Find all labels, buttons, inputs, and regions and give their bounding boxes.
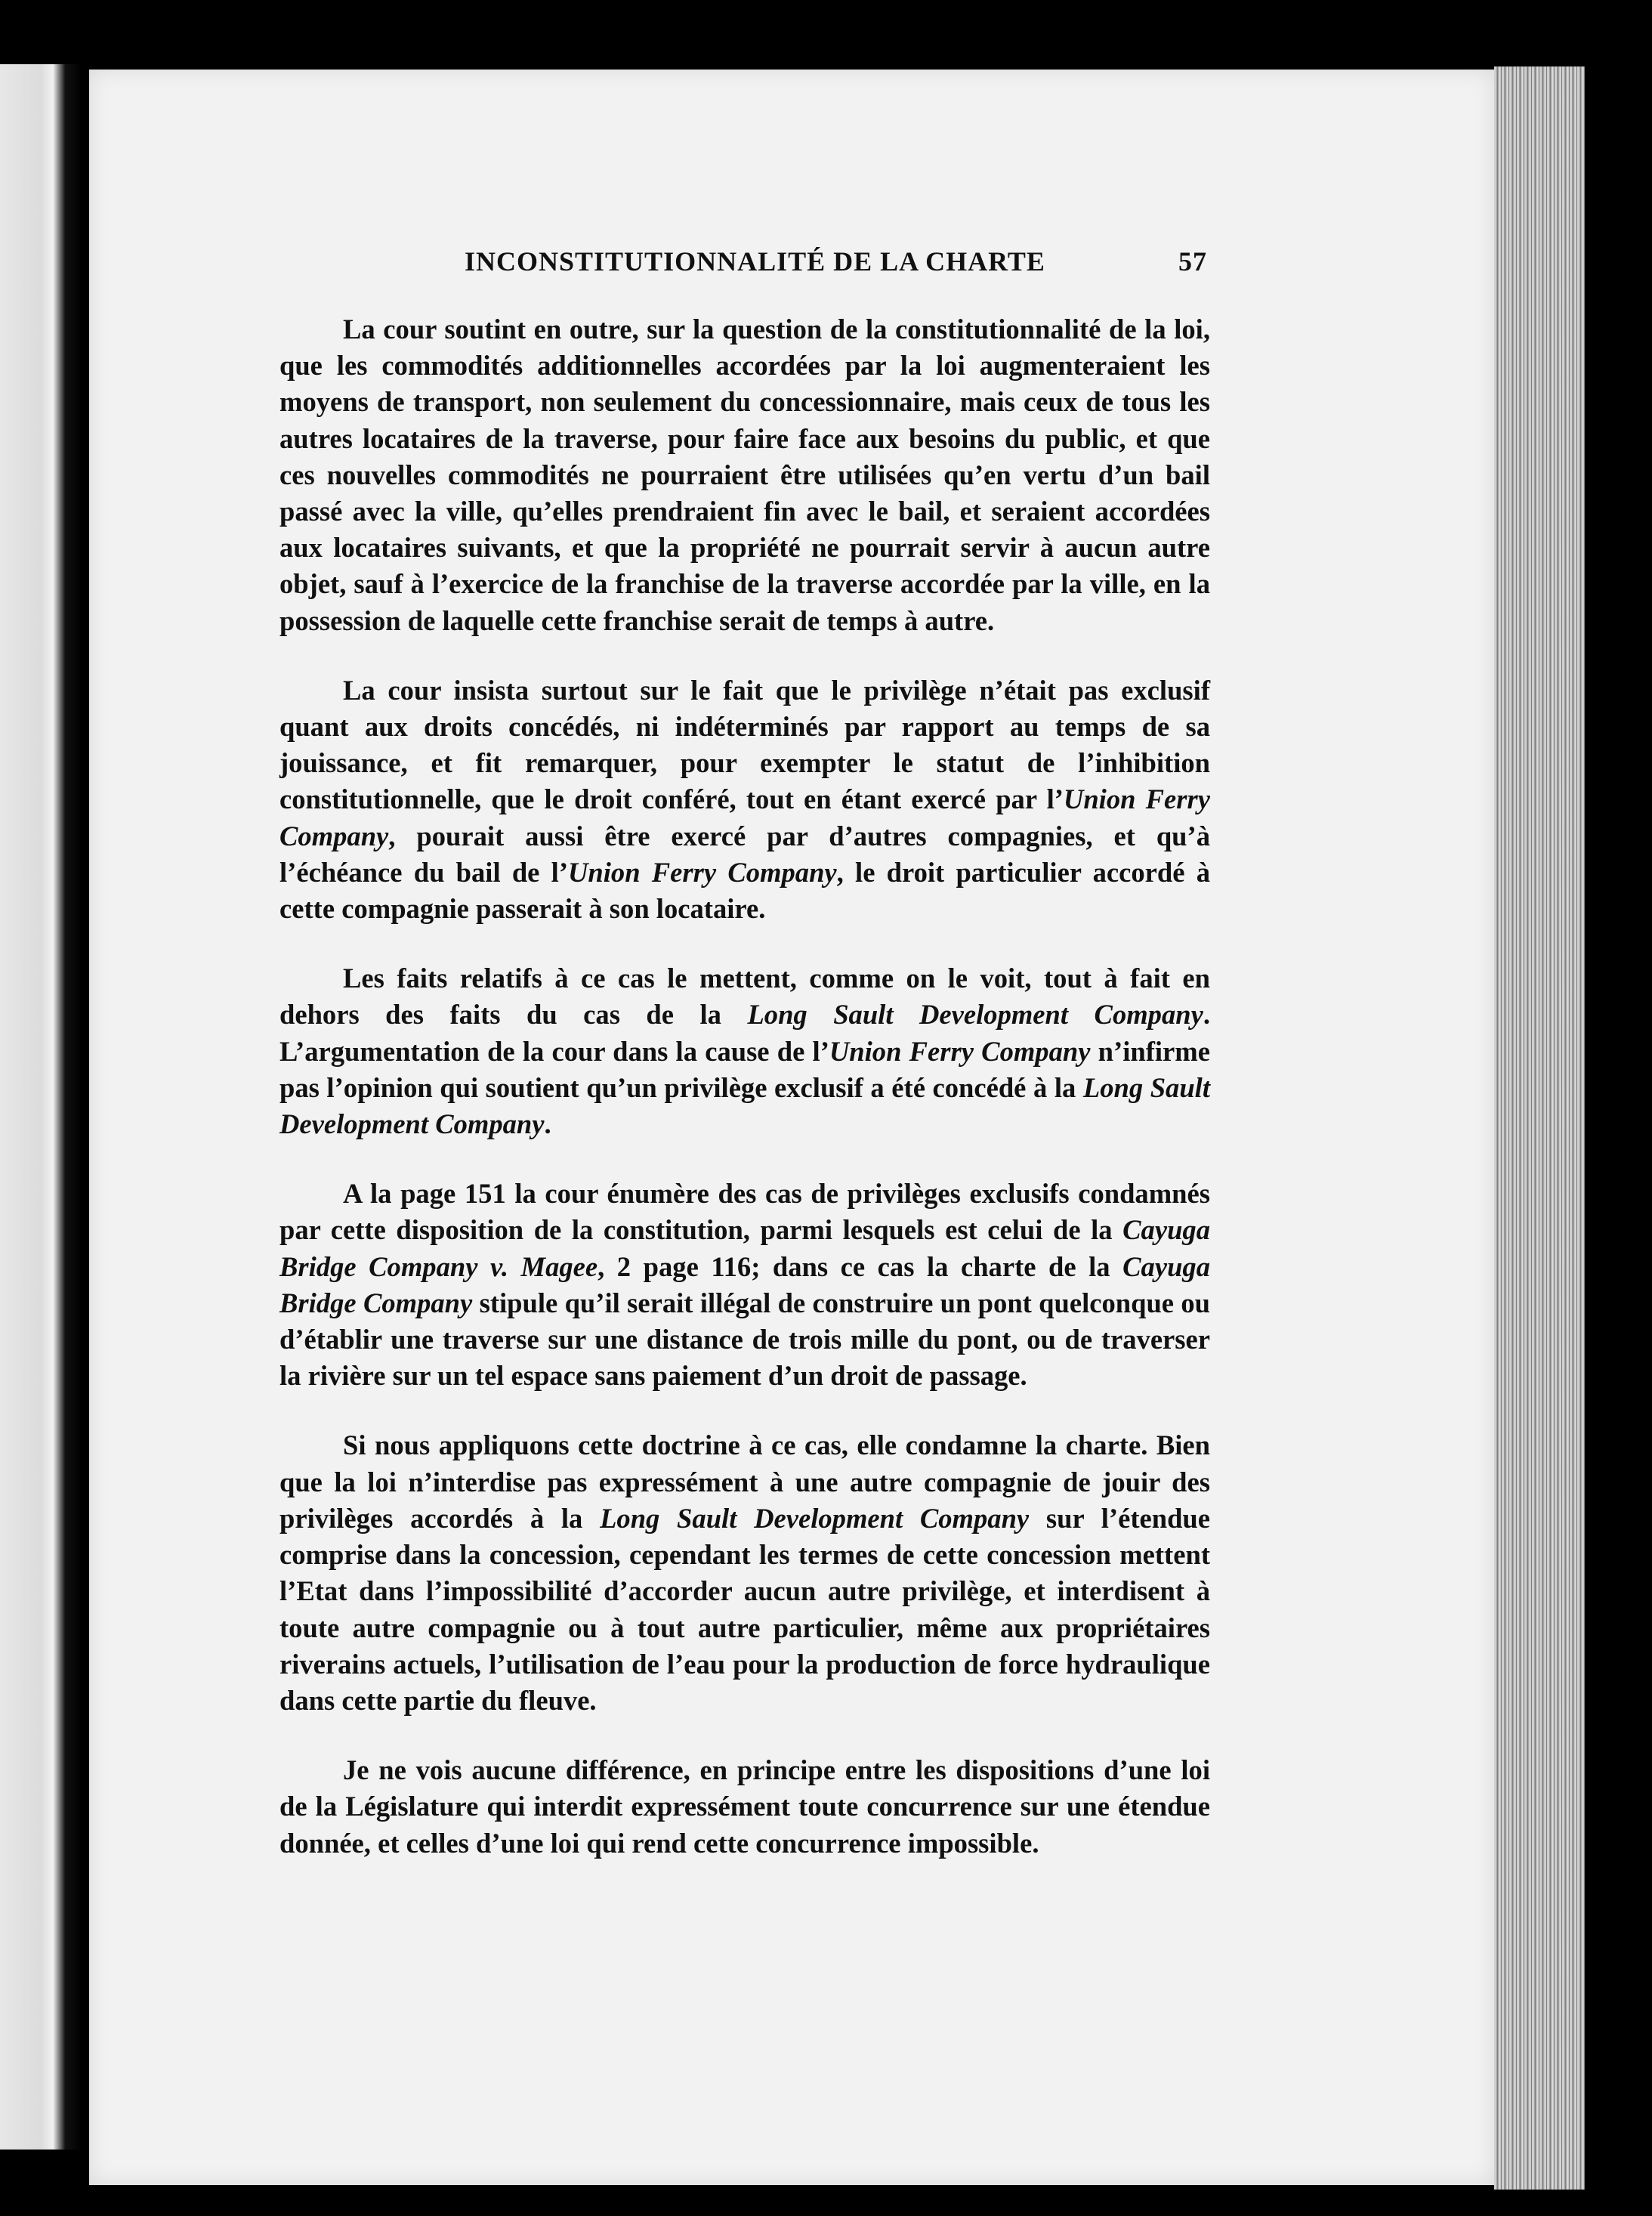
paragraph-text: n’infirme pas l’opinion qui soutient qu’un privilège exclusif a été concédé à la bbox=[279, 1035, 1210, 1103]
paragraph-text: La cour soutint en outre, sur la question de la constitutionnalité de la loi, que les commodités additionnelles accordées par la loi augmenteraient les moyens de transport, non seulement du concessionnaire, mais ceux de tous les autres locataires de la traverse, pour faire face aux besoins du public, et que ces nouvelles commodités ne pourraient être utilisées qu’en vertu d’un bail passé avec la ville, qu’elles prendraient fin avec le bail, et seraient accordées aux locataires suivants, et que la propriété ne pourrait servir à aucun autre objet, sauf à l’exercice de la franchise de la traverse accordée par la ville, en la possession de laquelle cette franchise serait de temps à autre. bbox=[279, 314, 1210, 636]
paragraph-text: sur l’étendue comprise dans la concession, cependant les termes de cette concession mettent l’Etat dans l’impossibilité d’accorder aucun autre privilège, et interdisent à toute autre compagnie ou à tout autre particulier, même aux propriétaires riverains actuels, l’utilisation de l’eau pour la production de force hydraulique dans cette partie du fleuve. bbox=[279, 1502, 1211, 1716]
italic-company-name: Cayuga Bridge Company bbox=[279, 1250, 1210, 1318]
body-text bbox=[279, 311, 1210, 1895]
paragraph-text: La cour insista surtout sur le fait que le privilège n’était pas exclusif quant aux droits concédés, ni indéterminés par rapport au temps de sa jouissance, et fit remarquer, pour exempter le statut de l’inhibition constitutionnelle, que le droit conféré, tout en étant exercé par l’ bbox=[279, 674, 1210, 815]
paragraph bbox=[279, 311, 1210, 639]
left-page-edge bbox=[0, 64, 82, 2150]
paragraph bbox=[279, 1752, 1210, 1862]
paragraph bbox=[279, 1427, 1210, 1719]
italic-company-name: Union Ferry Company bbox=[829, 1035, 1091, 1067]
paragraph-text: A la page 151 la cour énumère des cas de privilèges exclusifs condamnés par cette disposition de la constitution, parmi lesquels est celui de la bbox=[279, 1178, 1210, 1246]
paragraph-text: . bbox=[544, 1108, 551, 1140]
italic-company-name: Long Sault Development Company bbox=[279, 1071, 1210, 1140]
paragraph bbox=[279, 672, 1210, 927]
running-title: INCONSTITUTIONNALITÉ DE LA CHARTE bbox=[465, 246, 1045, 277]
italic-company-name: Long Sault Development Company bbox=[600, 1502, 1030, 1534]
paragraph bbox=[279, 960, 1210, 1142]
paragraph-text: Je ne vois aucune différence, en principe entre les dispositions d’une loi de la Législature qui interdit expressément toute concurrence sur une étendue donnée, et celles d’une loi qui rend cette concurrence impossible. bbox=[279, 1754, 1210, 1859]
page-stack-edge bbox=[1494, 66, 1585, 2190]
page-number: 57 bbox=[1178, 246, 1207, 277]
paragraph-text: stipule qu’il serait illégal de construire un pont quelconque ou d’établir une traverse sur une distance de trois mille du pont, ou de traverser la rivière sur un tel espace sans paiement d’un droit de passage. bbox=[279, 1287, 1211, 1392]
italic-company-name: Union Ferry Company bbox=[279, 783, 1210, 851]
italic-company-name: Long Sault Development Company bbox=[747, 999, 1203, 1031]
scan-background bbox=[1585, 53, 1652, 2216]
paragraph-text: Les faits relatifs à ce cas le mettent, comme on le voit, tout à fait en dehors des faits du cas de la bbox=[279, 963, 1210, 1031]
paragraph-text: , le droit particulier accordé à cette compagnie passerait à son locataire. bbox=[279, 856, 1210, 925]
italic-case-name: Cayuga Bridge Company v. Magee bbox=[279, 1214, 1210, 1282]
italic-company-name: Union Ferry Company bbox=[568, 856, 837, 888]
paragraph-text: , pourait aussi être exercé par d’autres compagnies, et qu’à l’échéance du bail de l’ bbox=[279, 820, 1210, 888]
paragraph-text: , 2 page 116; dans ce cas la charte de la bbox=[597, 1250, 1123, 1282]
paragraph-text: Si nous appliquons cette doctrine à ce cas, elle condamne la charte. Bien que la loi n’interdise pas expressément à une autre compagnie de jouir des privilèges accordés à la bbox=[279, 1429, 1210, 1534]
paragraph bbox=[279, 1176, 1210, 1394]
paragraph-text: . L’argumentation de la cour dans la cause de l’ bbox=[279, 999, 1210, 1067]
